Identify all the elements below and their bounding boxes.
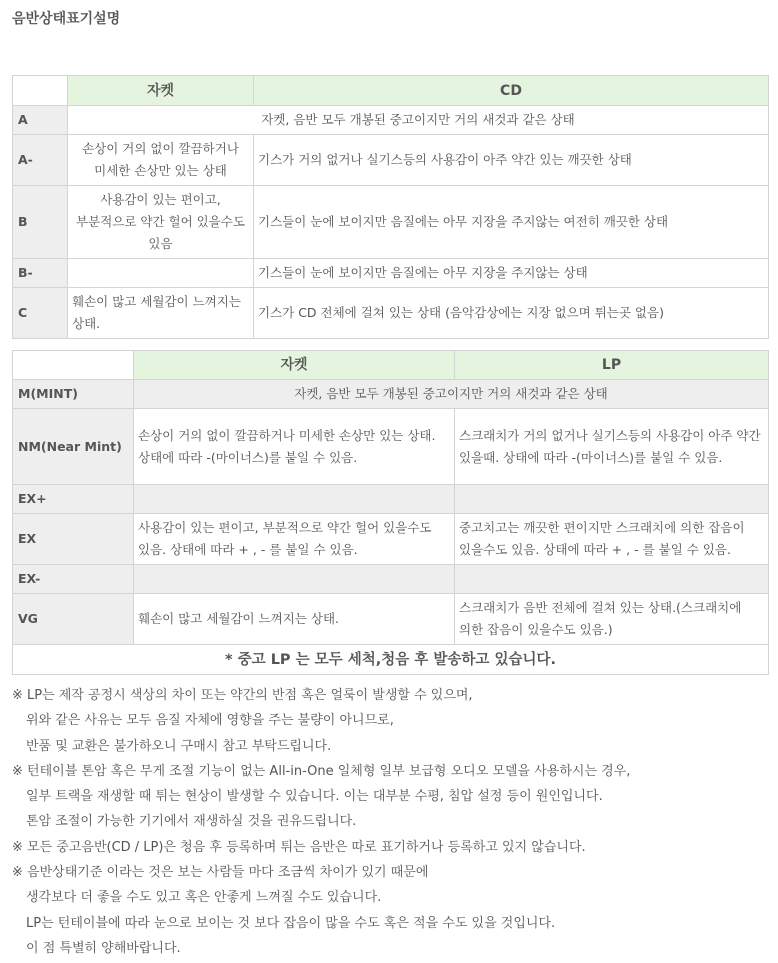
- jacket-description: 손상이 거의 없이 깔끔하거나 미세한 손상만 있는 상태: [68, 135, 254, 186]
- grade-label: C: [13, 288, 68, 339]
- table-header-row: [13, 76, 769, 106]
- media-description: 기스들이 눈에 보이지만 음질에는 아무 지장을 주지않는 상태: [254, 259, 769, 288]
- media-description: 기스들이 눈에 보이지만 음질에는 아무 지장을 주지않는 여전히 깨끗한 상태: [254, 186, 769, 259]
- note-line: ※ LP는 제작 공정시 색상의 차이 또는 약간의 반점 혹은 얼룩이 발생할 수 있으며,: [12, 688, 473, 703]
- table-row: [13, 485, 769, 514]
- table-row: [13, 409, 769, 485]
- table-row: [13, 186, 769, 259]
- note-line: ※ 모든 중고음반(CD / LP)은 청음 후 등록하며 튀는 음반은 따로 표기하거나 등록하고 있지 않습니다.: [12, 839, 586, 855]
- grade-label: A: [13, 106, 68, 135]
- media-description: 기스가 CD 전체에 걸쳐 있는 상태 (음악감상에는 지장 없으며 튀는곳 없음): [254, 288, 769, 339]
- jacket-description: [134, 485, 455, 514]
- note-line: 톤암 조절이 가능한 기기에서 재생하실 것을 권유드립니다.: [26, 814, 357, 830]
- grade-label: A-: [13, 135, 68, 186]
- jacket-description: 사용감이 있는 편이고, 부분적으로 약간 헐어 있을수도 있음: [68, 186, 254, 259]
- note-line: ※ 음반상태기준 이라는 것은 보는 사람들 마다 조금씩 차이가 있기 때문에: [12, 865, 429, 881]
- jacket-description: 사용감이 있는 편이고, 부분적으로 약간 헐어 있을수도 있음. 상태에 따라 + , - 를 붙일 수 있음.: [134, 514, 455, 565]
- header-empty-cell: [13, 351, 134, 380]
- lp-cleaning-note: * 중고 LP 는 모두 세척,청음 후 발송하고 있습니다.: [13, 645, 769, 675]
- page-title: 음반상태표기설명: [12, 11, 121, 27]
- table-header-row: [13, 351, 769, 380]
- table-row: [13, 594, 769, 645]
- full-description: 자켓, 음반 모두 개봉된 중고이지만 거의 새것과 같은 상태: [134, 380, 769, 409]
- notes-section: [12, 683, 772, 961]
- grade-label: EX+: [13, 485, 134, 514]
- grade-label: VG: [13, 594, 134, 645]
- media-description: 스크래치가 거의 없거나 실기스등의 사용감이 아주 약간 있을때. 상태에 따라 -(마이너스)를 붙일 수 있음.: [455, 409, 769, 485]
- lp-grade-table: [12, 350, 769, 675]
- note-line: 이 점 특별히 양해바랍니다.: [26, 940, 181, 956]
- jacket-header: 자켓: [134, 351, 455, 380]
- table-row: [13, 565, 769, 594]
- note-line: 일부 트랙을 재생할 때 튀는 현상이 발생할 수 있습니다. 이는 대부분 수평, 침압 설정 등이 원인입니다.: [26, 789, 603, 805]
- table-row: [13, 288, 769, 339]
- grade-label: EX-: [13, 565, 134, 594]
- note-line: 생각보다 더 좋을 수도 있고 혹은 안좋게 느껴질 수도 있습니다.: [26, 890, 382, 906]
- grade-label: B: [13, 186, 68, 259]
- media-description: 기스가 거의 없거나 실기스등의 사용감이 아주 약간 있는 깨끗한 상태: [254, 135, 769, 186]
- lp-header: LP: [455, 351, 769, 380]
- table-row: [13, 380, 769, 409]
- table-row: [13, 106, 769, 135]
- grade-label: EX: [13, 514, 134, 565]
- media-description: 중고치고는 깨끗한 편이지만 스크래치에 의한 잡음이 있을수도 있음. 상태에 따라 + , - 를 붙일 수 있음.: [455, 514, 769, 565]
- cd-grade-table: [12, 75, 769, 339]
- jacket-description: [68, 259, 254, 288]
- table-row: [13, 135, 769, 186]
- table-footer-row: [13, 645, 769, 675]
- header-empty-cell: [13, 76, 68, 106]
- media-description: [455, 485, 769, 514]
- table-row: [13, 259, 769, 288]
- note-line: LP는 턴테이블에 따라 눈으로 보이는 것 보다 잡음이 많을 수도 혹은 적을 수도 있을 것입니다.: [26, 915, 556, 931]
- cd-header: CD: [254, 76, 769, 106]
- jacket-header: 자켓: [68, 76, 254, 106]
- full-description: 자켓, 음반 모두 개봉된 중고이지만 거의 새것과 같은 상태: [68, 106, 769, 135]
- jacket-description: 손상이 거의 없이 깔끔하거나 미세한 손상만 있는 상태. 상태에 따라 -(마이너스)를 붙일 수 있음.: [134, 409, 455, 485]
- note-line: 위와 같은 사유는 모두 음질 자체에 영향을 주는 불량이 아니므로,: [26, 713, 394, 729]
- jacket-description: [134, 565, 455, 594]
- grade-label: M(MINT): [13, 380, 134, 409]
- table-row: [13, 514, 769, 565]
- note-line: ※ 턴테이블 톤암 혹은 무게 조절 기능이 없는 All-in-One 일체형 일부 보급형 오디오 모델을 사용하시는 경우,: [12, 763, 631, 779]
- media-description: 스크래치가 음반 전체에 걸쳐 있는 상태.(스크래치에 의한 잡음이 있을수도 있음.): [455, 594, 769, 645]
- note-line: 반품 및 교환은 불가하오니 구매시 참고 부탁드립니다.: [26, 738, 332, 754]
- grade-label: NM(Near Mint): [13, 409, 134, 485]
- media-description: [455, 565, 769, 594]
- grade-label: B-: [13, 259, 68, 288]
- jacket-description: 훼손이 많고 세월감이 느껴지는 상태.: [134, 594, 455, 645]
- jacket-description: 훼손이 많고 세월감이 느껴지는 상태.: [68, 288, 254, 339]
